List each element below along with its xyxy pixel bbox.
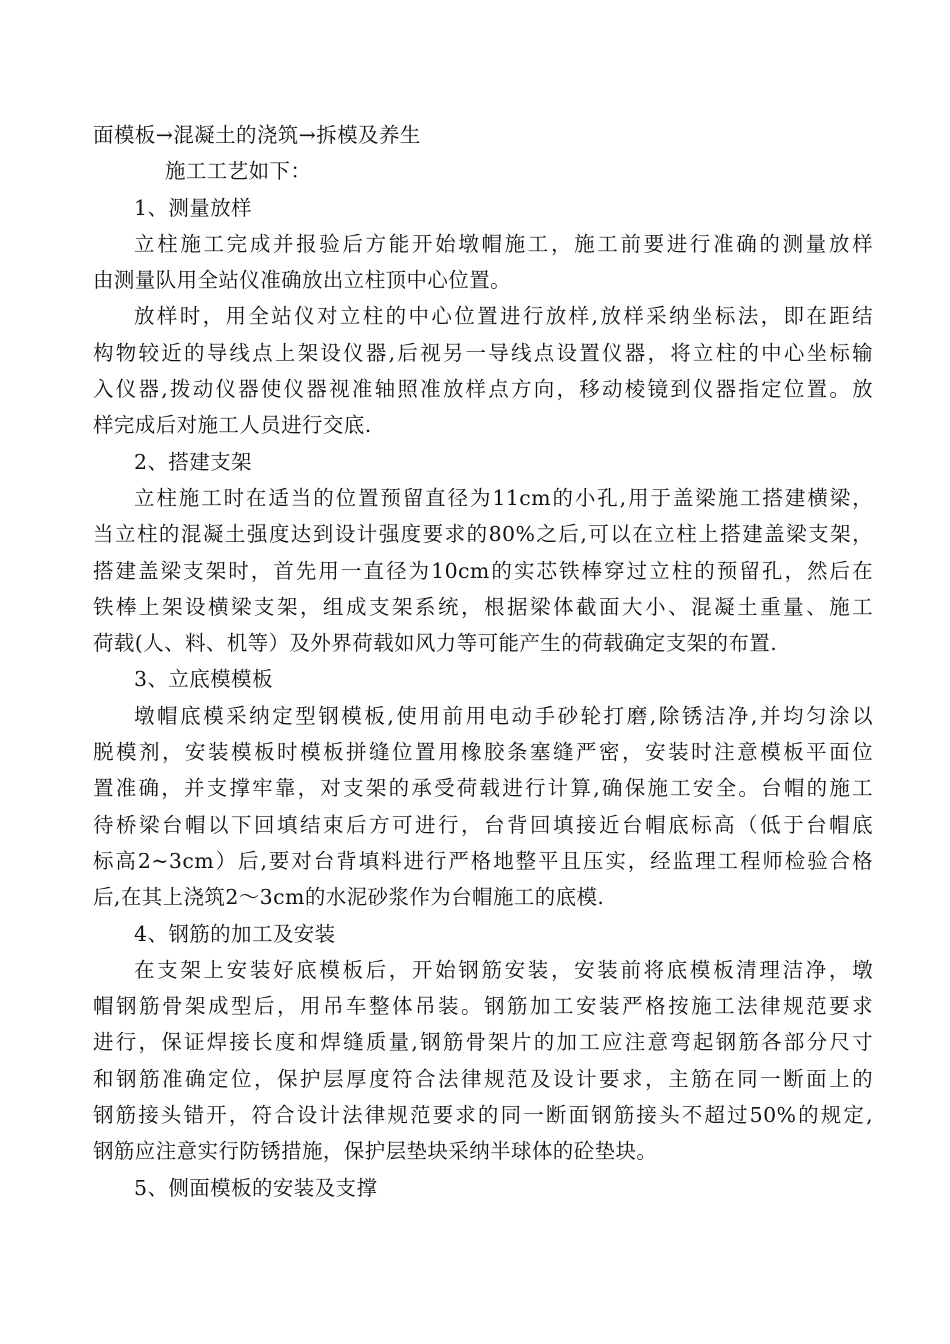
paragraph-line: 铁棒上架设横梁支架，组成支架系统，根据梁体截面大小、混凝土重量、施工 bbox=[93, 594, 873, 619]
paragraph-line: 立柱施工时在适当的位置预留直径为11cm的小孔,用于盖梁施工搭建横梁， bbox=[134, 485, 873, 510]
paragraph-line: 立柱施工完成并报验后方能开始墩帽施工，施工前要进行准确的测量放样 bbox=[134, 231, 873, 256]
paragraph-line: 墩帽底模采纳定型钢模板,使用前用电动手砂轮打磨,除锈洁净,并均匀涂以 bbox=[134, 703, 873, 728]
paragraph-line: 放样时，用全站仪对立柱的中心位置进行放样,放样采纳坐标法，即在距结 bbox=[134, 304, 873, 329]
paragraph-line: 样完成后对施工人员进行交底. bbox=[93, 413, 372, 438]
paragraph-line: 帽钢筋骨架成型后，用吊车整体吊装。钢筋加工安装严格按施工法律规范要求 bbox=[93, 994, 873, 1019]
paragraph-line: 构物较近的导线点上架设仪器,后视另一导线点设置仪器，将立柱的中心坐标输 bbox=[93, 340, 873, 365]
paragraph-line: 在支架上安装好底模板后，开始钢筋安装，安装前将底模板清理洁净，墩 bbox=[134, 957, 873, 982]
paragraph-line: 当立柱的混凝土强度达到设计强度要求的80%之后,可以在立柱上搭建盖梁支架， bbox=[93, 522, 873, 547]
paragraph-line: 置准确，并支撑牢靠，对支架的承受荷载进行计算,确保施工安全。台帽的施工 bbox=[93, 776, 873, 801]
section-heading: 4、钢筋的加工及安装 bbox=[134, 921, 336, 946]
paragraph-line: 进行，保证焊接长度和焊缝质量,钢筋骨架片的加工应注意弯起钢筋各部分尺寸 bbox=[93, 1030, 873, 1055]
document-body bbox=[93, 117, 873, 1206]
paragraph-line: 面模板→混凝土的浇筑→拆模及养生 bbox=[93, 123, 421, 147]
paragraph-line: 钢筋接头错开，符合设计法律规范要求的同一断面钢筋接头不超过50%的规定, bbox=[93, 1103, 873, 1128]
paragraph-line: 入仪器,拨动仪器使仪器视准轴照准放样点方向，移动棱镜到仪器指定位置。放 bbox=[93, 377, 873, 402]
paragraph-line: 施工工艺如下： bbox=[165, 159, 312, 184]
section-heading: 5、侧面模板的安装及支撑 bbox=[134, 1175, 378, 1200]
paragraph-line: 荷载(人、料、机等）及外界荷载如风力等可能产生的荷载确定支架的布置. bbox=[93, 631, 778, 656]
paragraph-line: 钢筋应注意实行防锈措施，保护层垫块采纳半球体的砼垫块。 bbox=[93, 1139, 658, 1164]
paragraph-line: 和钢筋准确定位，保护层厚度符合法律规范及设计要求，主筋在同一断面上的 bbox=[93, 1066, 873, 1091]
paragraph-line: 搭建盖梁支架时，首先用一直径为10cm的实芯铁棒穿过立柱的预留孔，然后在 bbox=[93, 558, 873, 583]
paragraph-line: 后,在其上浇筑2～3cm的水泥砂浆作为台帽施工的底模. bbox=[93, 885, 605, 910]
paragraph-line: 标高2~3cm）后,要对台背填料进行严格地整平且压实，经监理工程师检验合格 bbox=[93, 848, 873, 873]
paragraph-line: 脱模剂，安装模板时模板拼缝位置用橡胶条塞缝严密，安装时注意模板平面位 bbox=[93, 740, 873, 765]
section-heading: 3、立底模模板 bbox=[134, 667, 273, 692]
paragraph-line: 待桥梁台帽以下回填结束后方可进行，台背回填接近台帽底标高（低于台帽底 bbox=[93, 812, 873, 837]
section-heading: 2、搭建支架 bbox=[134, 449, 252, 474]
section-heading: 1、测量放样 bbox=[134, 195, 252, 220]
paragraph-line: 由测量队用全站仪准确放出立柱顶中心位置。 bbox=[93, 268, 511, 293]
